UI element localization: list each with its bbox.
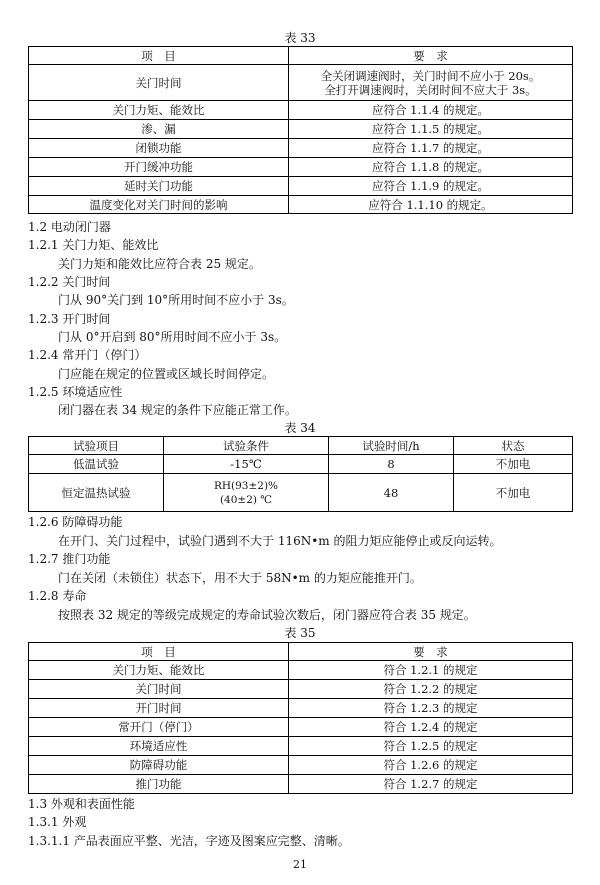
paragraph: 在开门、关门过程中，试验门遇到不大于 116N•m 的阻力矩应能停止或反向运转。	[58, 534, 502, 548]
cell-item: 关门力矩、能效比	[29, 661, 289, 680]
table-34	[28, 436, 573, 512]
table-row	[29, 455, 573, 474]
cell-requirement: 符合 1.2.4 的规定	[289, 718, 573, 737]
cell-item: 开门时间	[29, 699, 289, 718]
cell-item: 关门时间	[29, 680, 289, 699]
cell-item: 关门力矩、能效比	[29, 101, 289, 120]
page-number: 21	[293, 858, 307, 871]
cell-requirement: 符合 1.2.5 的规定	[289, 737, 573, 756]
table-row	[29, 158, 573, 177]
table-row	[29, 120, 573, 139]
cell-test-item: 恒定温热试验	[29, 474, 164, 512]
table-row	[29, 196, 573, 214]
cell-item: 常开门（停门）	[29, 718, 289, 737]
cell-requirement: 符合 1.2.7 的规定	[289, 775, 573, 794]
cell-requirement: 应符合 1.1.4 的规定。	[289, 101, 573, 120]
header-item: 项 目	[29, 643, 289, 661]
cell-item: 开门缓冲功能	[29, 158, 289, 177]
table-row	[29, 737, 573, 756]
cell-test-time: 8	[329, 455, 454, 474]
table-35	[28, 642, 573, 794]
cell-test-time: 48	[329, 474, 454, 512]
header-item: 项 目	[29, 47, 289, 65]
table-34-caption: 表 34	[284, 421, 316, 435]
table-row	[29, 139, 573, 158]
cell-requirement: 应符合 1.1.9 的规定。	[289, 177, 573, 196]
cell-state: 不加电	[454, 455, 573, 474]
section-heading: 1.2 电动闭门器	[28, 220, 111, 234]
table-row	[29, 474, 573, 512]
cell-requirement: 应符合 1.1.5 的规定。	[289, 120, 573, 139]
header-test-condition: 试验条件	[164, 437, 329, 455]
subsection-heading: 1.3.1 外观	[28, 815, 87, 829]
cell-requirement: 符合 1.2.6 的规定	[289, 756, 573, 775]
cell-item: 闭锁功能	[29, 139, 289, 158]
cell-requirement: 符合 1.2.2 的规定	[289, 680, 573, 699]
cell-item: 防障碍功能	[29, 756, 289, 775]
requirement-line: 全打开调速阀时，关闭时间不应大于 3s。	[324, 82, 537, 97]
cell-requirement: 应符合 1.1.10 的规定。	[289, 196, 573, 214]
cell-item: 温度变化对关门时间的影响	[29, 196, 289, 214]
header-state: 状态	[454, 437, 573, 455]
paragraph: 1.3.1.1 产品表面应平整、光洁，字迹及图案应完整、清晰。	[28, 834, 350, 848]
paragraph: 门从 90°关门到 10°所用时间不应小于 3s。	[58, 293, 294, 307]
subsection-heading: 1.2.3 开门时间	[28, 312, 111, 326]
cell-item: 关门时间	[29, 65, 289, 101]
condition-line: (40±2) ℃	[219, 493, 273, 506]
subsection-heading: 1.2.8 寿命	[28, 589, 87, 603]
cell-item: 渗、漏	[29, 120, 289, 139]
condition-line: RH(93±2)%	[213, 479, 279, 492]
subsection-heading: 1.2.4 常开门（停门）	[28, 348, 147, 362]
table-row	[29, 756, 573, 775]
cell-test-condition	[164, 474, 329, 512]
cell-item: 延时关门功能	[29, 177, 289, 196]
table-row	[29, 101, 573, 120]
table-row	[29, 699, 573, 718]
table-row	[29, 718, 573, 737]
cell-requirement: 符合 1.2.1 的规定	[289, 661, 573, 680]
table-row	[29, 775, 573, 794]
cell-requirement: 符合 1.2.3 的规定	[289, 699, 573, 718]
table-33-caption: 表 33	[284, 31, 316, 45]
table-header-row	[29, 437, 573, 455]
paragraph: 按照表 32 规定的等级完成规定的寿命试验次数后，闭门器应符合表 35 规定。	[58, 608, 476, 622]
table-row	[29, 65, 573, 101]
table-33	[28, 46, 573, 214]
header-test-item: 试验项目	[29, 437, 164, 455]
subsection-heading: 1.2.2 关门时间	[28, 275, 111, 289]
subsection-heading: 1.2.6 防障碍功能	[28, 515, 123, 529]
table-header-row	[29, 47, 573, 65]
cell-item: 推门功能	[29, 775, 289, 794]
cell-test-item: 低温试验	[29, 455, 164, 474]
paragraph: 闭门器在表 34 规定的条件下应能正常工作。	[58, 403, 297, 417]
table-header-row	[29, 643, 573, 661]
cell-requirement	[289, 65, 573, 101]
table-row	[29, 177, 573, 196]
subsection-heading: 1.2.5 环境适应性	[28, 385, 123, 399]
table-row	[29, 680, 573, 699]
subsection-heading: 1.2.1 关门力矩、能效比	[28, 238, 159, 252]
cell-requirement: 应符合 1.1.8 的规定。	[289, 158, 573, 177]
requirement-line: 全关闭调速阀时，关门时间不应小于 20s。	[320, 68, 541, 83]
cell-state: 不加电	[454, 474, 573, 512]
header-requirement: 要 求	[289, 643, 573, 661]
cell-test-condition: -15℃	[164, 455, 329, 474]
table-row	[29, 661, 573, 680]
paragraph: 关门力矩和能效比应符合表 25 规定。	[58, 257, 261, 271]
header-test-time: 试验时间/h	[329, 437, 454, 455]
header-requirement: 要 求	[289, 47, 573, 65]
paragraph: 门在关闭（未锁住）状态下，用不大于 58N•m 的力矩应能推开门。	[58, 571, 422, 585]
cell-requirement: 应符合 1.1.7 的规定。	[289, 139, 573, 158]
table-35-caption: 表 35	[284, 626, 316, 640]
cell-item: 环境适应性	[29, 737, 289, 756]
section-heading: 1.3 外观和表面性能	[28, 797, 135, 811]
subsection-heading: 1.2.7 推门功能	[28, 552, 111, 566]
paragraph: 门从 0°开启到 80°所用时间不应小于 3s。	[58, 330, 287, 344]
paragraph: 门应能在规定的位置或区域长时间停定。	[58, 367, 275, 381]
